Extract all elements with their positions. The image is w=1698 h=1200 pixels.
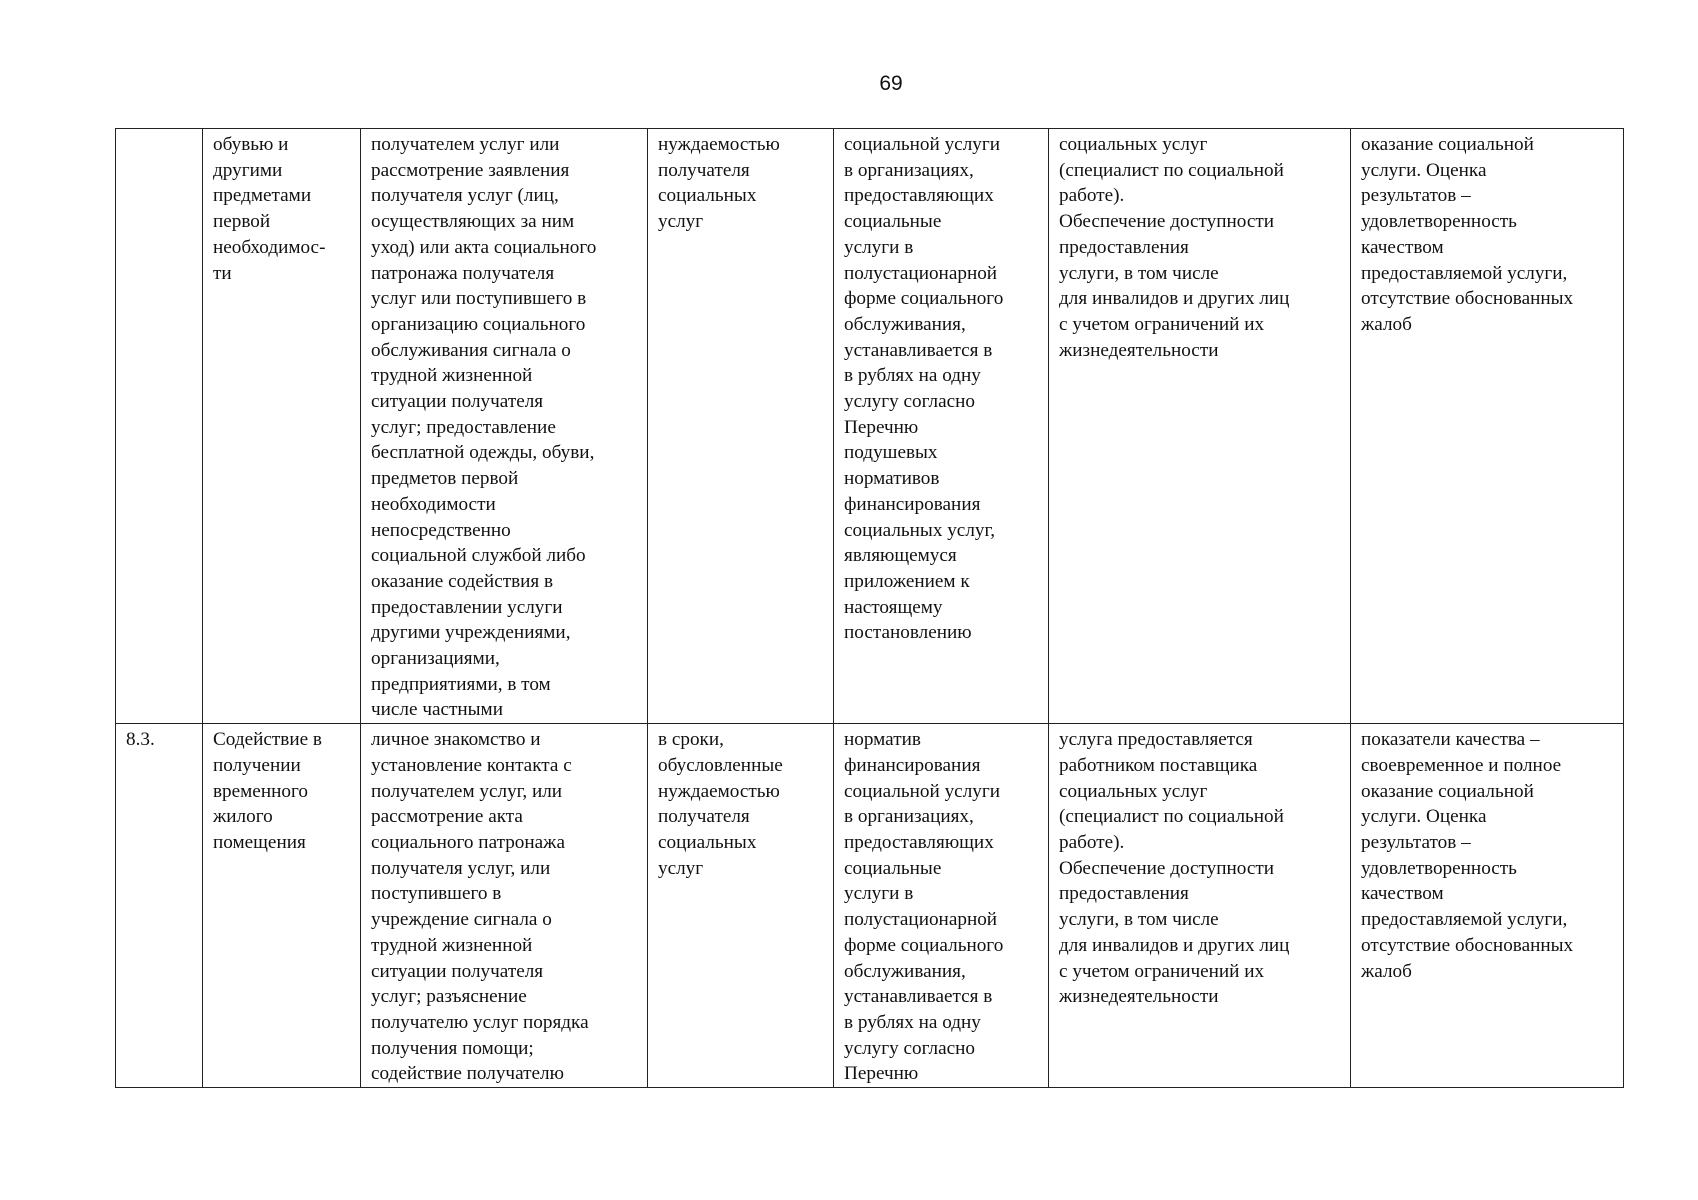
- services-table: [115, 128, 1624, 1088]
- quality-indicators: оказание социальной услуги. Оценка результатов – удовлетворенность качеством предоставляемой услуги, отсутствие обоснованных жалоб: [1361, 134, 1574, 335]
- service-description: личное знакомство и установление контакта с получателем услуг, или рассмотрение акта социального патронажа получателя услуг, или поступившего в учреждение сигнала о трудной жизненной ситуации получателя услуг; разъяснение получателю услуг порядка получения помощи; содействие получателю: [371, 729, 589, 1085]
- funding-norm-cell: [834, 724, 1049, 1088]
- table-row: [116, 724, 1624, 1088]
- service-terms: в сроки, обусловленные нуждаемостью получателя социальных услуг: [658, 729, 783, 879]
- table-row: [116, 129, 1624, 724]
- page-number: 69: [879, 72, 903, 95]
- provision-conditions: услуга предоставляется работником поставщика социальных услуг (специалист по социальной работе). Обеспечение доступности предоставления услуги, в том числе для инвалидов и других лиц с учетом ограничений их жизнедеятельности: [1059, 729, 1290, 1008]
- row-number-cell: [116, 724, 203, 1088]
- service-description: получателем услуг или рассмотрение заявления получателя услуг (лиц, осуществляющих за ним уход) или акта социального патронажа получателя услуг или поступившего в организацию социального обслуживания сигнала о трудной жизненной ситуации получателя услуг; предоставление бесплатной одежды, обуви, предметов первой необходимости непосредственно социальной службой либо оказание содействия в предоставлении услуги другими учреждениями, организациями, предприятиями, в том числе частными: [371, 134, 597, 721]
- provision-conditions: социальных услуг (специалист по социальной работе). Обеспечение доступности предоставления услуги, в том числе для инвалидов и других лиц с учетом ограничений их жизнедеятельности: [1059, 134, 1290, 361]
- service-name: обувью и другими предметами первой необходимос- ти: [213, 134, 326, 284]
- provision-conditions-cell: [1049, 129, 1351, 724]
- service-name: Содействие в получении временного жилого помещения: [213, 729, 322, 853]
- service-description-cell: [361, 129, 648, 724]
- funding-norm: норматив финансирования социальной услуги в организациях, предоставляющих социальные услуги в полустационарной форме социального обслуживания, устанавливается в в рублях на одну услугу согласно Перечню: [844, 729, 1004, 1085]
- funding-norm-cell: [834, 129, 1049, 724]
- row-number-cell: [116, 129, 203, 724]
- provision-conditions-cell: [1049, 724, 1351, 1088]
- quality-indicators-cell: [1351, 129, 1624, 724]
- row-number: 8.3.: [126, 729, 155, 751]
- service-name-cell: [203, 129, 361, 724]
- funding-norm: социальной услуги в организациях, предоставляющих социальные услуги в полустационарной форме социального обслуживания, устанавливается в в рублях на одну услугу согласно Перечню подушевых нормативов финансирования социальных услуг, являющемуся приложением к настоящему постановлению: [844, 134, 1004, 644]
- service-name-cell: [203, 724, 361, 1088]
- service-terms-cell: [648, 129, 834, 724]
- service-terms-cell: [648, 724, 834, 1088]
- service-description-cell: [361, 724, 648, 1088]
- quality-indicators: показатели качества – своевременное и полное оказание социальной услуги. Оценка результатов – удовлетворенность качеством предоставляемой услуги, отсутствие обоснованных жалоб: [1361, 729, 1574, 982]
- service-terms: нуждаемостью получателя социальных услуг: [658, 134, 780, 233]
- quality-indicators-cell: [1351, 724, 1624, 1088]
